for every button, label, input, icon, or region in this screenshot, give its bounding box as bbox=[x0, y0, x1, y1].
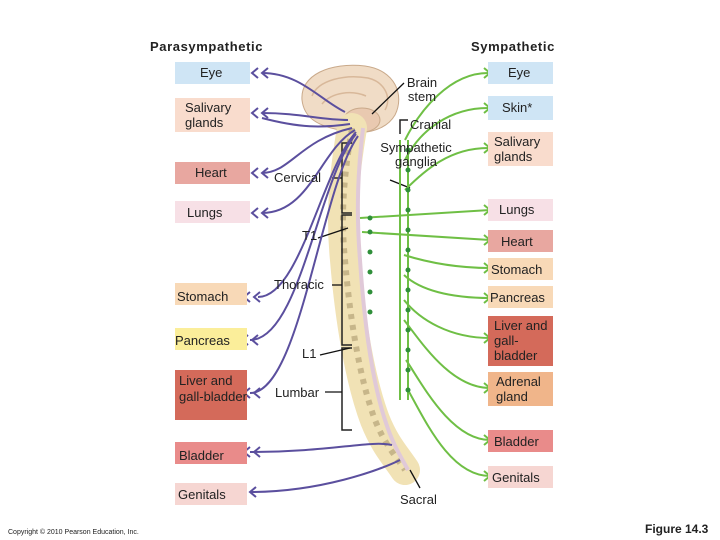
label-sacral: Sacral bbox=[400, 492, 437, 507]
spinal-column bbox=[343, 128, 408, 470]
label-t1: T1 bbox=[302, 228, 318, 243]
left-organ-bladder: Bladder bbox=[175, 442, 247, 464]
label-lumbar: Lumbar bbox=[275, 385, 320, 400]
sympathetic-header: Sympathetic bbox=[471, 39, 555, 54]
left-organ-eye: Eye bbox=[175, 62, 250, 84]
left-organ-genitals: Genitals bbox=[175, 483, 247, 505]
right-organ-adrenal-gland: Adrenal gland bbox=[488, 372, 553, 406]
copyright-text: Copyright © 2010 Pearson Education, Inc. bbox=[8, 529, 139, 536]
left-organ-liver-gallbladder: Liver and gall-bladder bbox=[175, 370, 247, 420]
left-organ-pancreas: Pancreas bbox=[175, 328, 247, 350]
right-organ-liver-gallbladder: Liver and gall-bladder bbox=[488, 316, 553, 366]
label-cervical: Cervical bbox=[274, 170, 321, 185]
right-organ-genitals: Genitals bbox=[488, 466, 553, 488]
left-organ-stomach: Stomach bbox=[175, 283, 247, 305]
parasympathetic-header: Parasympathetic bbox=[150, 39, 264, 54]
figure-number: Figure 14.3 bbox=[645, 522, 709, 536]
label-brain-stem: Brain stem bbox=[406, 75, 438, 104]
right-organ-skin: Skin* bbox=[488, 96, 553, 120]
right-organ-lungs: Lungs bbox=[488, 199, 553, 221]
left-organ-lungs: Lungs bbox=[175, 201, 250, 223]
label-l1: L1 bbox=[302, 346, 317, 361]
left-organ-heart: Heart bbox=[175, 162, 250, 184]
right-organ-pancreas: Pancreas bbox=[488, 286, 553, 308]
right-organ-salivary-glands: Salivary glands bbox=[488, 132, 553, 166]
right-organ-bladder: Bladder bbox=[488, 430, 553, 452]
label-sympathetic-ganglia: Sympathetic ganglia bbox=[380, 140, 452, 169]
right-organ-heart: Heart bbox=[488, 230, 553, 252]
right-organ-eye: Eye bbox=[488, 62, 553, 84]
label-thoracic: Thoracic bbox=[274, 277, 324, 292]
right-organ-stomach: Stomach bbox=[488, 258, 553, 280]
label-cranial: Cranial bbox=[410, 117, 452, 132]
left-organ-salivary-glands: Salivary glands bbox=[175, 98, 250, 132]
sympathetic-ganglia-dots bbox=[368, 148, 411, 393]
